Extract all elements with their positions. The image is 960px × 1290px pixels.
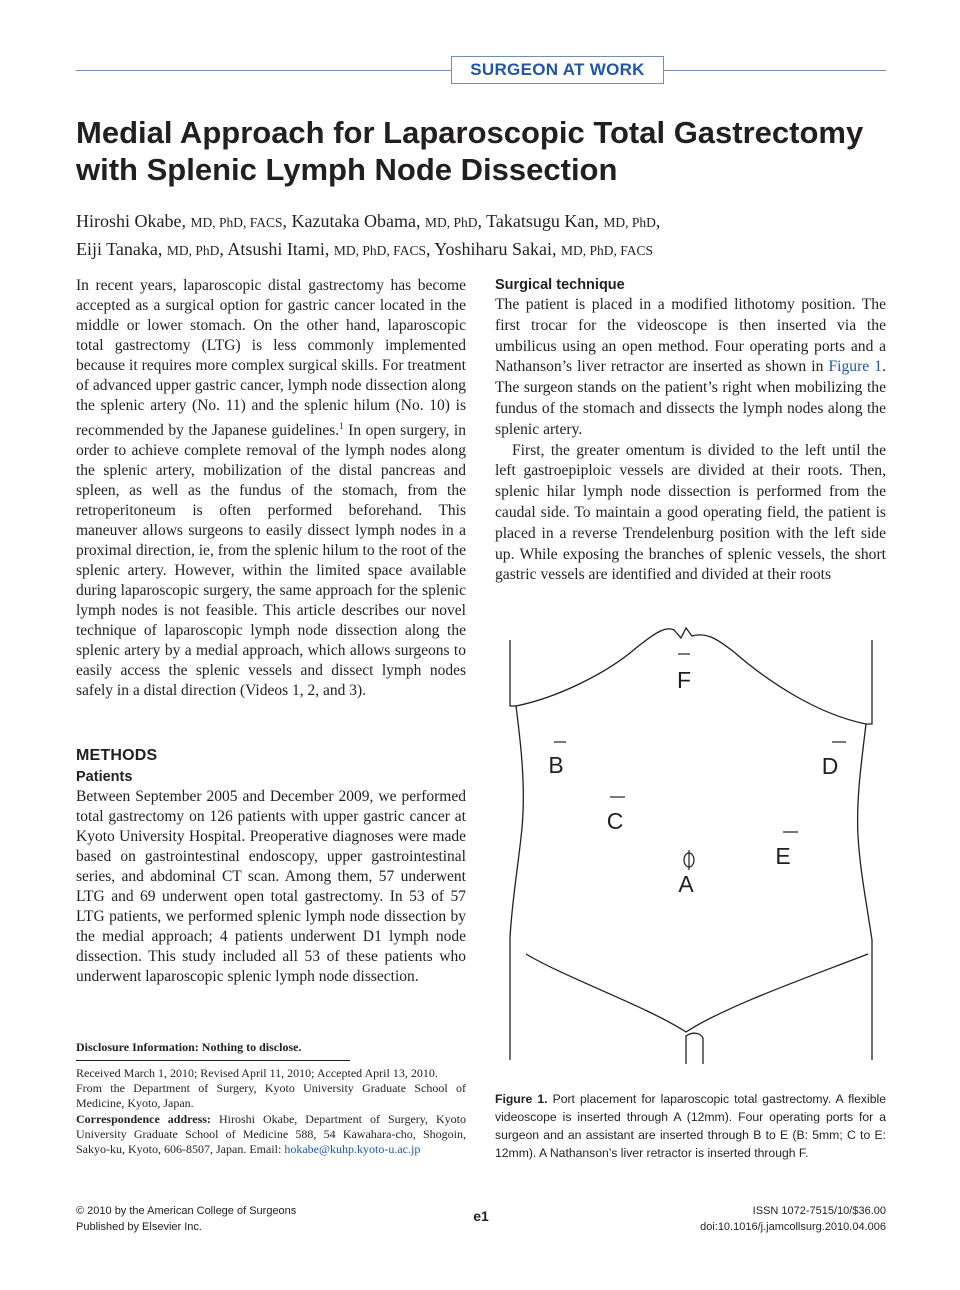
port-label-a: A bbox=[678, 871, 694, 897]
title-line-2: with Splenic Lymph Node Dissection bbox=[76, 152, 618, 187]
correspondence-label: Correspondence address: bbox=[76, 1111, 211, 1126]
footer-right bbox=[700, 1203, 886, 1235]
figure-caption bbox=[495, 1090, 886, 1162]
caption-text: Port placement for laparoscopic total gastrectomy. A flexible videoscope is inserted through A (12mm). Four operating ports for a surgeon and an assistant are inserted through B to E (B: 5mm; C to E: 12mm). A Nathanson’s liver retractor is inserted through F. bbox=[495, 1092, 886, 1160]
technique-heading: Surgical technique bbox=[495, 277, 625, 293]
author-degrees: MD, PhD bbox=[166, 243, 220, 258]
title-line-1: Medial Approach for Laparoscopic Total Gastrectomy bbox=[76, 115, 864, 150]
technique-text-a: The patient is placed in a modified lithotomy position. The first trocar for the videoscope is then inserted via the umbilicus using an open method. Four operating ports and a Nathanson’s liver retractor are inserted as shown in bbox=[495, 296, 886, 376]
doi: doi:10.1016/j.jamcollsurg.2010.04.006 bbox=[700, 1221, 886, 1233]
torso-right-edge bbox=[858, 640, 872, 1060]
copyright: © 2010 by the American College of Surgeons bbox=[76, 1205, 297, 1217]
correspondence-address: Hiroshi Okabe, Department of Surgery, Kyoto University Graduate School of Medicine 588, 54 Kawahara-cho, Shogoin, Sakyo-ku, Kyoto, 606-8507, Japan. Email: bbox=[76, 1111, 467, 1157]
figure-1-port-placement bbox=[496, 618, 886, 1078]
caption-label: Figure 1. bbox=[495, 1092, 548, 1106]
author-degrees: MD, PhD, FACS bbox=[333, 243, 426, 258]
frontmatter-rule bbox=[76, 1060, 350, 1061]
technique-section bbox=[495, 277, 886, 586]
methods-section bbox=[76, 747, 466, 987]
affiliation: From the Department of Surgery, Kyoto University Graduate School of Medicine, Kyoto, Japan. bbox=[76, 1081, 466, 1111]
patients-heading: Patients bbox=[76, 769, 133, 785]
patients-paragraph: Between September 2005 and December 2009, we performed total gastrectomy on 126 patients with upper gastric cancer at Kyoto University Hospital. Preoperative diagnoses were made based on gastrointestinal endoscopy, upper gastrointestinal series, and abdominal CT scan. Among them, 57 underwent LTG and 69 underwent open total gastrectomy. In 53 of 57 LTG patients, we performed splenic lymph node dissection by the medial approach; 4 patients underwent D1 lymph node dissection. This study included all 53 of these patients who underwent laparoscopic splenic lymph node dissection. bbox=[76, 788, 466, 985]
issn: ISSN 1072-7515/10/$36.00 bbox=[752, 1205, 886, 1217]
author-name: Kazutaka Obama bbox=[291, 211, 416, 231]
reference-1[interactable]: 1 bbox=[339, 421, 344, 431]
disclosure: Disclosure Information: Nothing to disclose. bbox=[76, 1040, 302, 1054]
author-name: Yoshiharu Sakai bbox=[434, 239, 552, 259]
port-label-c: C bbox=[606, 808, 624, 834]
port-markers bbox=[554, 654, 846, 870]
email-link[interactable]: hokabe@kuhp.kyoto-u.ac.jp bbox=[284, 1142, 421, 1157]
figure-1-link[interactable]: Figure 1 bbox=[828, 358, 883, 376]
inguinal-line bbox=[526, 954, 868, 1032]
author-name: Takatsugu Kan bbox=[486, 211, 595, 231]
intro-section bbox=[76, 276, 466, 701]
publisher: Published by Elsevier Inc. bbox=[76, 1221, 202, 1233]
author-name: Hiroshi Okabe bbox=[76, 211, 182, 231]
author-degrees: MD, PhD bbox=[603, 215, 656, 230]
article-history bbox=[76, 1066, 466, 1157]
page-footer bbox=[76, 1203, 886, 1243]
author-name: Eiji Tanaka bbox=[76, 239, 158, 259]
technique-text-b: . The surgeon stands on the patient’s right when mobilizing the fundus of the stomach and dissects the lymph nodes along the splenic artery. bbox=[495, 358, 886, 438]
methods-heading: METHODS bbox=[76, 747, 158, 764]
author-degrees: MD, PhD, FACS bbox=[190, 215, 283, 230]
intro-text-a: In recent years, laparoscopic distal gastrectomy has become accepted as a surgical option for gastric cancer located in the middle or lower stomach. On the other hand, laparoscopic total gastrectomy (LTG) is less commonly implemented because it requires more complex surgical skills. For treatment of advanced upper gastric cancer, lymph node dissection along the splenic artery (No. 11) and the splenic hilum (No. 10) is recommended by the Japanese guidelines. bbox=[76, 277, 466, 440]
author-list: Hiroshi Okabe, MD, PhD, FACS, Kazutaka Obama, MD, PhD, Takatsugu Kan, MD, PhD, Eiji Tanaka, MD, PhD, Atsushi Itami, MD, PhD, FACS, Yoshiharu Sakai, MD, PhD, FACS bbox=[76, 211, 661, 259]
port-label-f: F bbox=[676, 667, 692, 693]
section-banner bbox=[76, 56, 886, 84]
torso-left-edge bbox=[510, 640, 523, 1060]
article-title bbox=[76, 114, 906, 188]
port-label-e: E bbox=[775, 843, 791, 869]
received-dates: Received March 1, 2010; Revised April 11, 2010; Accepted April 13, 2010. bbox=[76, 1066, 438, 1080]
intro-text-b: In open surgery, in order to achieve complete removal of the lymph nodes along the splenic artery, mobilization of the distal pancreas and spleen, as well as the fundus of the stomach, from the retroperitoneum is often performed beforehand. This maneuver allows surgeons to easily dissect lymph nodes in a proximal direction, ie, from the splenic hilum to the root of the splenic artery. However, within the limited space available during laparoscopic surgery, the same approach for the splenic lymph nodes is not feasible. This article describes our novel technique of laparoscopic lymph node dissection along the splenic artery by a medial approach, which allows surgeons to easily access the splenic vessels and dissect lymph nodes safely in a distal direction (Videos 1, 2, and 3). bbox=[76, 422, 466, 700]
technique-paragraph-1 bbox=[495, 295, 886, 441]
port-label-b: B bbox=[548, 752, 564, 778]
port-label-d: D bbox=[821, 753, 839, 779]
intro-paragraph bbox=[76, 276, 466, 701]
torso-outline bbox=[510, 628, 872, 1064]
page-number: e1 bbox=[473, 1208, 489, 1224]
author-degrees: MD, PhD, FACS bbox=[560, 243, 654, 258]
author-name: Atsushi Itami bbox=[227, 239, 325, 259]
section-label: SURGEON AT WORK bbox=[451, 56, 664, 84]
technique-paragraph-2: First, the greater omentum is divided to the left until the left gastroepiploic vessels are divided at their roots. Then, splenic hilar lymph node dissection is performed from the caudal side. To maintain a good operating field, the patient is placed in a reverse Trendelenburg position with the left side up. While exposing the branches of splenic vessels, the short gastric vessels are identified and divided at their roots bbox=[495, 441, 886, 584]
author-degrees: MD, PhD bbox=[424, 215, 478, 230]
genital-outline bbox=[686, 1033, 703, 1064]
